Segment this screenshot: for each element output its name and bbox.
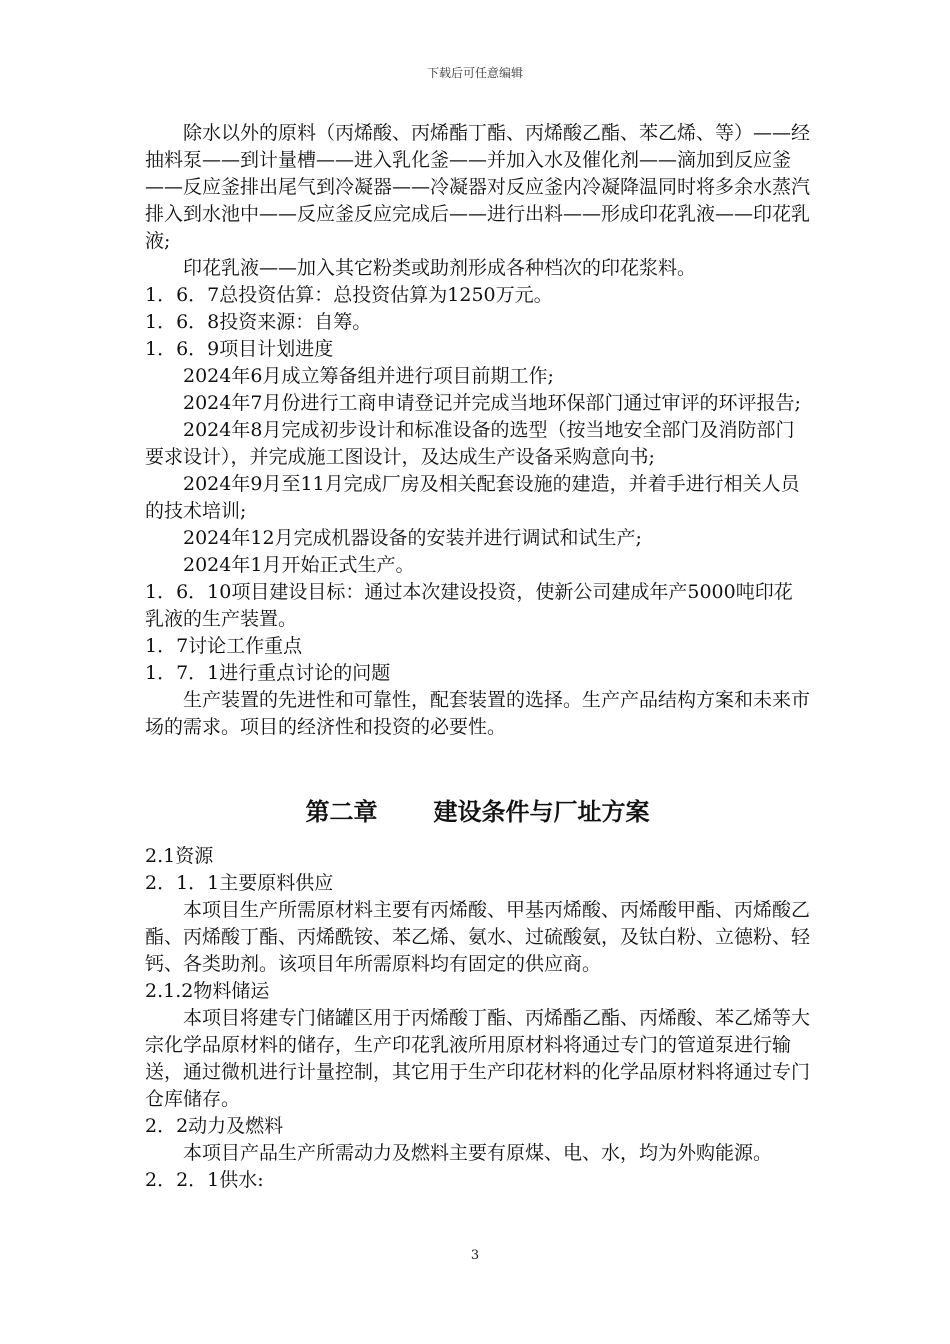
paragraph: 2024年6月成立筹备组并进行项目前期工作; <box>183 365 554 387</box>
page-number: 3 <box>470 1248 480 1263</box>
section-top <box>145 120 810 741</box>
paragraph: 2．2．1供水: <box>145 1169 264 1191</box>
paragraph: 1．6．7总投资估算：总投资估算为1250万元。 <box>145 284 553 306</box>
paragraph: 2024年1月开始正式生产。 <box>183 554 415 576</box>
paragraph: 2.1资源 <box>145 845 214 867</box>
paragraph: 印花乳液——加入其它粉类或助剂形成各种档次的印花浆料。 <box>183 257 697 279</box>
paragraph: 1．6．8投资来源：自筹。 <box>145 311 372 333</box>
paragraph: 2024年9月至11月完成厂房及相关配套设施的建造，并着手进行相关人员的技术培训; <box>145 473 800 522</box>
paragraph: 2．1．1主要原料供应 <box>145 872 334 894</box>
section-bottom <box>145 843 810 1194</box>
paragraph: 1．6．10项目建设目标：通过本次建设投资，使新公司建成年产5000吨印花乳液的生产装置。 <box>145 581 793 630</box>
paragraph: 除水以外的原料（丙烯酸、丙烯酯丁酯、丙烯酸乙酯、苯乙烯、等）——经抽料泵——到计量槽——进入乳化釜——并加入水及催化剂——滴加到反应釜——反应釜排出尾气到冷凝器——冷凝器对反应釜内冷凝降温同时将多余水蒸汽排入到水池中——反应釜反应完成后——进行出料——形成印花乳液——印花乳液; <box>145 122 811 252</box>
paragraph: 1．7讨论工作重点 <box>145 635 303 657</box>
paragraph: 2024年7月份进行工商申请登记并完成当地环保部门通过审评的环评报告; <box>183 392 801 414</box>
paragraph: 本项目产品生产所需动力及燃料主要有原煤、电、水，均为外购能源。 <box>183 1142 773 1164</box>
page-header: 下载后可任意编辑 <box>426 66 523 80</box>
paragraph: 2024年8月完成初步设计和标准设备的选型（按当地安全部门及消防部门要求设计），并完成施工图设计，及达成生产设备采购意向书; <box>145 419 795 468</box>
paragraph: 生产装置的先进性和可靠性，配套装置的选择。生产产品结构方案和未来市场的需求。项目的经济性和投资的必要性。 <box>145 689 811 738</box>
paragraph: 1．7．1进行重点讨论的问题 <box>145 662 391 684</box>
document-body <box>145 120 810 1194</box>
chapter-title: 建设条件与厂址方案 <box>433 798 650 826</box>
paragraph: 2．2动力及燃料 <box>145 1115 284 1137</box>
paragraph: 2024年12月完成机器设备的安装并进行调试和试生产; <box>183 527 642 549</box>
chapter-heading <box>145 795 810 829</box>
chapter-number: 第二章 <box>305 798 378 826</box>
paragraph: 本项目将建专门储罐区用于丙烯酸丁酯、丙烯酯乙酯、丙烯酸、苯乙烯等大宗化学品原材料的储存，生产印花乳液所用原材料将通过专门的管道泵进行输送，通过微机进行计量控制，其它用于生产印花材料的化学品原材料将通过专门仓库储存。 <box>145 1007 811 1110</box>
paragraph: 2.1.2物料储运 <box>145 980 270 1002</box>
paragraph: 1．6．9项目计划进度 <box>145 338 334 360</box>
paragraph: 本项目生产所需原材料主要有丙烯酸、甲基丙烯酸、丙烯酸甲酯、丙烯酸乙酯、丙烯酸丁酯、丙烯酰铵、苯乙烯、氨水、过硫酸氨，及钛白粉、立德粉、轻钙、各类助剂。该项目年所需原料均有固定的供应商。 <box>145 899 811 975</box>
